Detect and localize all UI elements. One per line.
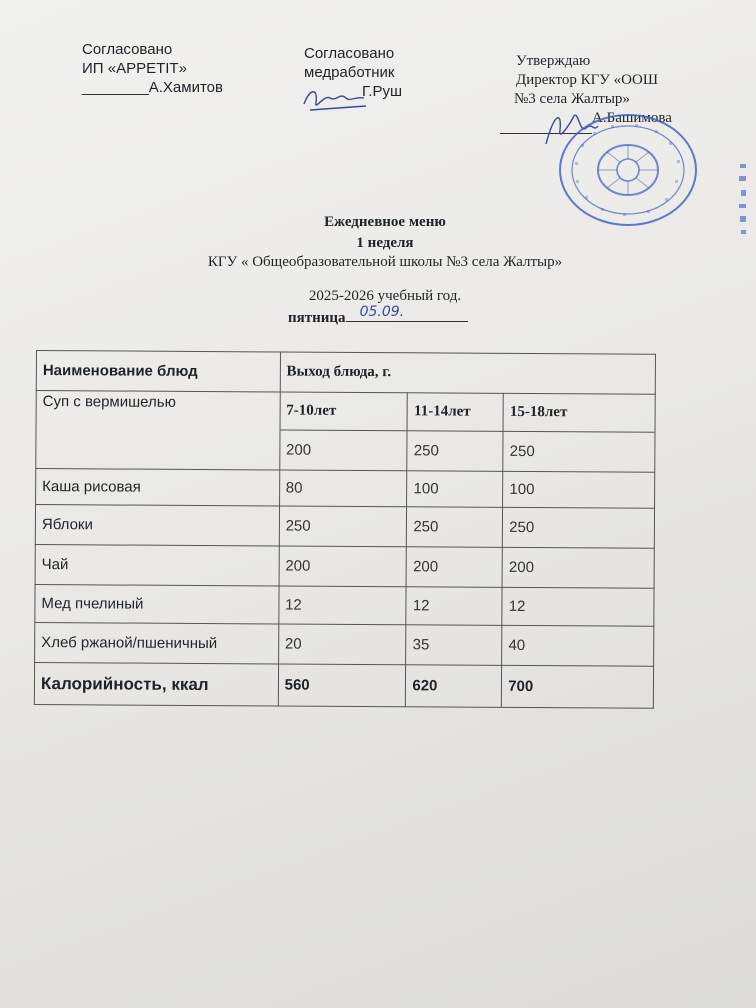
table-row [36, 391, 655, 433]
portion-value: 100 [503, 471, 655, 508]
table-row [35, 622, 654, 666]
portion-value: 250 [407, 507, 503, 548]
table-row [35, 544, 654, 588]
header-dish-name: Наименование блюд [36, 351, 280, 392]
age-group: 15-18лет [503, 393, 655, 432]
approval-left [82, 40, 223, 97]
approval-left-line2: ИП «APPETIT» [82, 60, 187, 77]
portion-value: 200 [279, 546, 407, 587]
calories-value: 620 [406, 665, 502, 708]
approval-right-line1: Утверждаю [516, 53, 591, 69]
table-row [35, 584, 654, 626]
portion-value: 200 [502, 547, 654, 588]
approval-middle-line3: Г.Руш [362, 83, 402, 100]
table-total-row [34, 662, 653, 708]
portion-value: 20 [278, 624, 406, 665]
dish-name: Хлеб ржаной/пшеничный [35, 622, 279, 663]
school-year: 2025-2026 учебный год. [308, 288, 462, 304]
medic-signature [300, 84, 370, 118]
portion-value: 250 [407, 431, 503, 472]
document-title: Ежедневное меню [324, 214, 446, 230]
dish-name: Каша рисовая [36, 469, 280, 506]
day-date: 05.09. [359, 304, 405, 320]
approval-right-line3: №3 села Жалтыр» [514, 91, 630, 107]
dish-name: Чай [35, 544, 279, 585]
portion-value: 12 [502, 587, 654, 626]
portion-value: 40 [502, 625, 654, 666]
dish-name: Мед пчелиный [35, 584, 279, 623]
header-output: Выход блюда, г. [280, 352, 656, 394]
approval-left-line1: Согласовано [82, 41, 173, 58]
dish-name: Суп с вермишелью [36, 391, 280, 470]
age-group: 7-10лет [280, 392, 408, 431]
portion-value: 100 [407, 471, 503, 508]
menu-table [34, 350, 656, 709]
portion-value: 200 [406, 547, 502, 588]
approval-middle-line2: медработник [304, 64, 395, 81]
approval-middle-line1: Согласовано [304, 45, 395, 62]
portion-value: 12 [406, 587, 502, 626]
portion-value: 35 [406, 625, 502, 666]
table-row [35, 505, 654, 549]
official-seal [557, 112, 699, 228]
dish-name: Яблоки [35, 505, 279, 546]
week-label: 1 неделя [356, 235, 414, 251]
day-label: пятница [288, 310, 346, 326]
approval-right-line2: Директор КГУ «ООШ [516, 72, 658, 88]
portion-value: 250 [503, 431, 655, 472]
approval-left-line3: ________А.Хамитов [82, 79, 223, 96]
portion-value: 80 [279, 470, 407, 507]
calories-value: 700 [502, 665, 654, 708]
day-row [288, 304, 468, 328]
portion-value: 250 [279, 506, 407, 547]
day-underline [346, 304, 468, 322]
calories-label: Калорийность, ккал [34, 662, 278, 705]
table-row [36, 469, 655, 509]
portion-value: 12 [279, 586, 407, 625]
portion-value: 250 [503, 507, 655, 548]
calories-value: 560 [278, 664, 406, 707]
table-header-row [36, 351, 655, 395]
portion-value: 200 [279, 430, 407, 471]
school-name: КГУ « Общеобразовательной школы №3 села Жалтыр» [207, 254, 563, 270]
age-group: 11-14лет [407, 393, 503, 432]
approval-right-line4: А.Башимова [592, 110, 672, 126]
